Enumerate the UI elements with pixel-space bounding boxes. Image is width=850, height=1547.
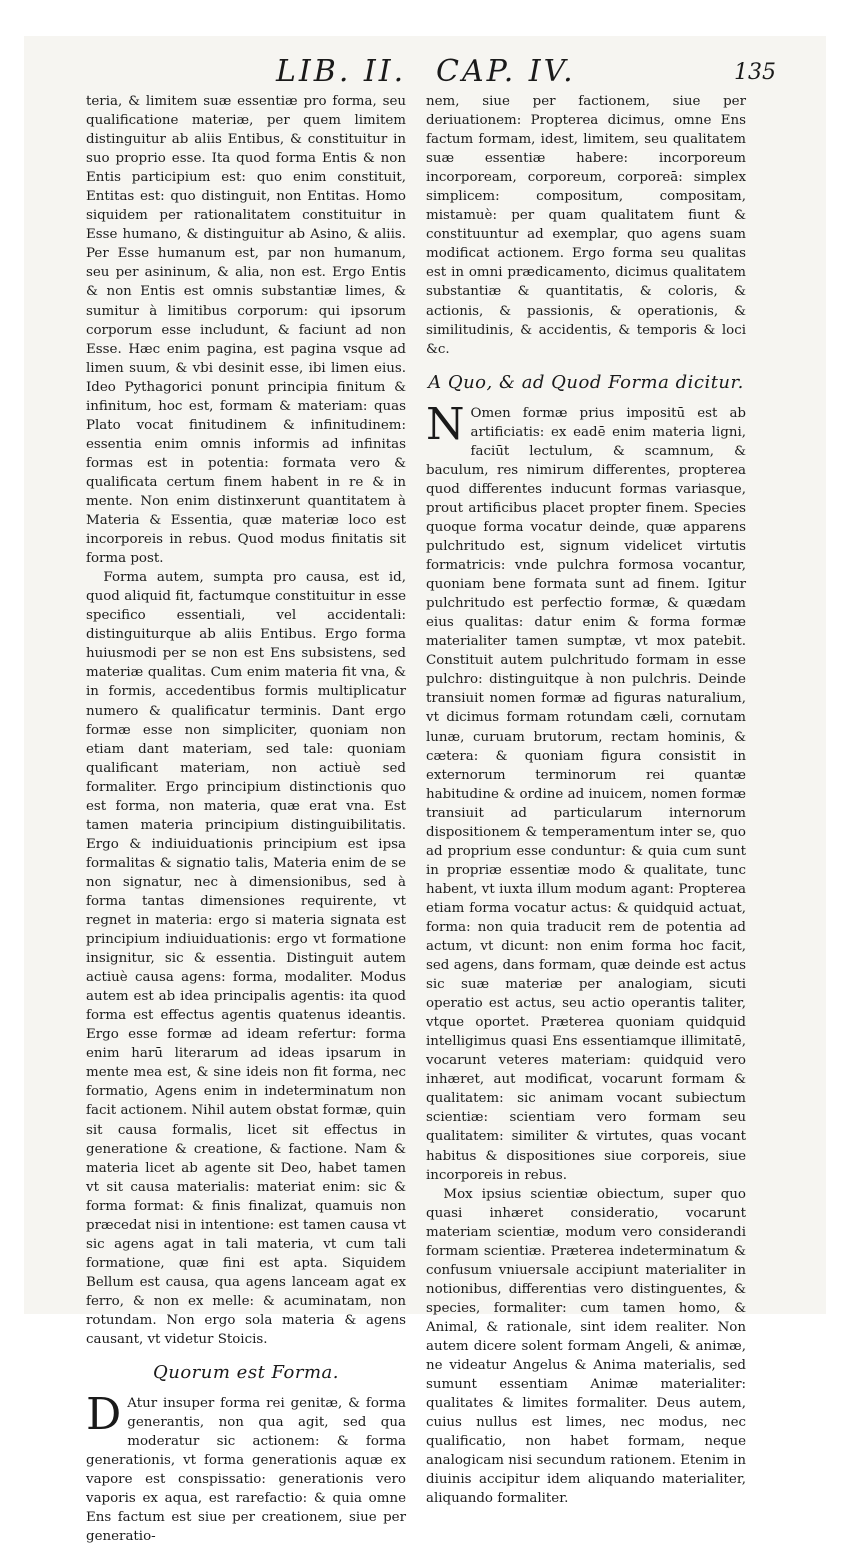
paragraph-with-drop-cap <box>86 1389 406 1546</box>
section-heading: A Quo, & ad Quod Forma dicitur. <box>428 371 744 393</box>
paragraph-with-drop-cap <box>426 398 746 1185</box>
section-heading: Quorum est Forma. <box>153 1362 339 1384</box>
drop-cap: N <box>426 398 465 450</box>
page-number: 135 <box>734 60 776 85</box>
book-page <box>24 36 826 1545</box>
drop-cap: D <box>86 1389 122 1441</box>
page-header <box>24 54 826 94</box>
paragraph-text: Omen formæ prius impositū est ab artificiatis: ex eadē enim materia ligni, faciūt lectulum, & scamnum, & baculum, res nimirum differentes, propterea quod differentes inducunt formas variasque, prout artificibus placet propter finem. Species quoque forma vocatur deinde, quæ apparens pulchritudo est, signum videlicet virtutis formatricis: vnde pulchra formosa vocantur, quoniam bene formata sunt ad finem. Igitur pulchritudo est perfectio formæ, & quædam eius qualitas: datur enim & forma formæ materialiter tamen sumptæ, vt mox patebit. Constituit autem pulchritudo formam in esse pulchro: distinguitque à non pulchris. Deinde transiuit nomen formæ ad figuras naturalium, vt dicimus formam rotundam cæli, cornutam lunæ, curuam brutorum, rectam hominis, & cætera: & quoniam figura consistit in externorum terminorum rei quantæ habitudine & ordine ad inuicem, nomen formæ transiuit ad particularum internorum dispositionem & temperamentum inter se, quo ad proprium esse conduntur: & quia cum sunt in propriæ essentiæ modo & qualitate, tunc habent, vt iuxta illum modum agant: Propterea etiam forma vocatur actus: & quidquid actuat, forma: non quia traducit rem de potentia ad actum, vt dicunt: non enim forma hoc facit, sed agens, dans formam, quæ deinde est actus sic suæ materiæ per analogiam, sicuti operatio est actus, seu actio operantis taliter, vtque oportet. Præterea quoniam quidquid intelligimus quasi Ens essentiamque illimitatē, vocarunt veteres materiam: quidquid vero inhæret, aut modificat, vocarunt formam & qualitatem: sic animam vocant subiectum scientiæ: scientiam vero formam seu qualitatem: similiter & virtutes, quas vocant habitus & dispositiones siue corporeis, siue incorporeis in rebus. <box>426 405 746 1183</box>
paragraph: nem, siue per factionem, siue per deriuationem: Propterea dicimus, omne Ens factum formam, idest, limitem, seu qualitatem suæ essentiæ habere: incorporeum incorpoream, corporeum, corporeā: simplex simplicem: compositum, compositam, mistamuè: per quam qualitatem fiunt & constituuntur ad exemplar, quo agens suam modificat actionem. Ergo forma seu qualitas est in omni prædicamento, dicimus qualitatem substantiæ & quantitatis, & coloris, & actionis, & passionis, & operationis, & similitudinis, & accidentis, & temporis & loci &c. <box>426 94 746 357</box>
left-column <box>86 92 406 1547</box>
right-column <box>426 92 746 1508</box>
running-title-book: LIB. II. <box>276 54 407 89</box>
paragraph-text: Atur insuper forma rei genitæ, & forma generantis, non qua agit, sed qua moderatur sic actionem: & forma generationis, vt forma generationis aquæ ex vapore est conspissatio: generationis vero vaporis ex aqua, est rarefactio: & quia omne Ens factum est siue per creationem, siue per generatio- <box>86 1396 406 1545</box>
paragraph: teria, & limitem suæ essentiæ pro forma, seu qualificatione materiæ, per quem limitem distinguitur ab aliis Entibus, & constituitur in suo proprio esse. Ita quod forma Entis & non Entis participium est: quo enim constituit, Entitas est: quo distinguit, non Entitas. Homo siquidem per rationalitatem constituitur in Esse humano, & distinguitur ab Asino, & aliis. Per Esse humanum est, par non humanum, seu per asininum, & alia, non est. Ergo Entis & non Entis est omnis substantiæ limes, & sumitur à limitibus corporum: qui ipsorum corporum esse includunt, & faciunt ad non Esse. Hæc enim pagina, est pagina vsque ad limen suum, & vbi desinit esse, ibi limen eius. Ideo Pythagorici ponunt principia finitum & infinitum, hoc est, formam & materiam: quas Plato vocat finitudinem & infinitudinem: essentia enim omnis informis ad infinitas formas est in potentia: formata vero & qualificata certum finem habent in re & in mente. Non enim distinxerunt quantitatem à Materia & Essentia, quæ materiæ loco est incorporeis in rebus. Quod modus finitatis sit forma post. <box>86 94 406 567</box>
running-title-chapter: CAP. IV. <box>436 54 576 89</box>
paragraph: Forma autem, sumpta pro causa, est id, quod aliquid fit, factumque constituitur in esse specifico essentiali, vel accidentali: distinguiturque ab aliis Entibus. Ergo forma huiusmodi per se non est Ens subsistens, sed materiæ qualitas. Cum enim materia fit vna, & in formis, accedentibus formis multiplicatur numero & qualificatur terminis. Dant ergo formæ esse non simpliciter, quoniam non etiam dant materiam, sed tale: quoniam qualificant materiam, non actiuè sed formaliter. Ergo principium distinctionis quo est forma, non materia, quæ erat vna. Est tamen materia principium distinguibilitatis. Ergo & indiuiduationis principium est ipsa formalitas & signatio talis, Materia enim de se non signatur, nec à dimensionibus, sed à forma tantas dimensiones requirente, vt regnet in materia: ergo si materia signata est principium indiuiduationis: ergo vt formatione insignitur, sic & essentia. Distinguit autem actiuè causa agens: forma, modaliter. Modus autem est ab idea principalis agentis: ita quod forma est effectus agentis quatenus ideantis. Ergo esse formæ ad ideam refertur: forma enim harū literarum ad ideas ipsarum in mente mea est, & sine ideis non fit forma, nec formatio, Agens enim in indeterminatum non facit actionem. Nihil autem obstat formæ, quin sit causa formalis, licet sit effectus in generatione & creatione, & factione. Nam & materia licet ab agente sit Deo, habet tamen vt sit causa materialis: materiat enim: sic & forma format: & finis finalizat, quamuis non præcedat nisi in intentione: est tamen causa vt sic agens agat in tali materia, vt cum tali formatione, quæ fini est apta. Siquidem Bellum est causa, qua agens lanceam agat ex ferro, & non ex melle: & acuminatam, non rotundam. Non ergo sola materia & agens causant, vt videtur Stoicis. <box>86 570 407 1348</box>
paragraph: Mox ipsius scientiæ obiectum, super quo quasi inhæret consideratio, vocarunt materiam scientiæ, modum vero considerandi formam scientiæ. Præterea indeterminatum & confusum vniuersale accipiunt materialiter in notionibus, differentias vero distinguentes, & species, formaliter: cum tamen homo, & Animal, & rationale, sint idem realiter. Non autem dicere solent formam Angeli, & animæ, ne videatur Angelus & Anima materialis, sed sumunt essentiam Animæ materialiter: qualitates & limites formaliter. Deus autem, cuius nullus est limes, nec modus, nec qualificatio, non habet formam, neque analogicam nisi secundum rationem. Etenim in diuinis accipitur idem aliquando materialiter, aliquando formaliter. <box>426 1186 746 1507</box>
